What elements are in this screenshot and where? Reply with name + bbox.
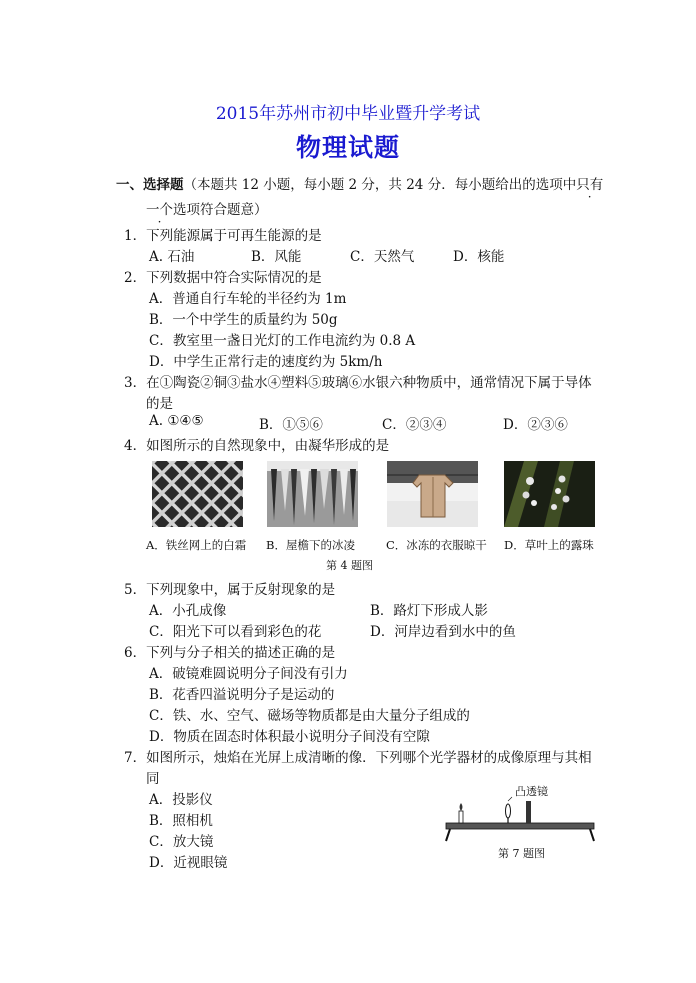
question-stem: 5．下列现象中，属于反射现象的是: [124, 582, 336, 598]
option: C．阳光下可以看到彩色的花: [149, 624, 322, 640]
option: A. ①④⑤: [149, 413, 204, 429]
option: D．②③⑥: [503, 417, 568, 433]
option: B．①⑤⑥: [259, 417, 323, 433]
section-label: 一、选择题: [116, 177, 184, 193]
option: B．路灯下形成人影: [370, 603, 488, 619]
option: A．破镜难圆说明分子间没有引力: [149, 666, 348, 682]
section-instructions: （本题共 12 小题，每小题 2 分，共 24 分．每小题给出的选项中: [183, 177, 577, 193]
emphasis-text: 只有: [576, 177, 604, 193]
option: B．照相机: [149, 813, 213, 829]
option: C．天然气: [350, 249, 415, 265]
figure-caption: B．屋檐下的冰凌: [266, 538, 355, 552]
question-stem: 4．如图所示的自然现象中，由凝华形成的是: [124, 438, 390, 454]
figure-label: 第 4 题图: [326, 559, 373, 572]
option: D．核能: [453, 249, 505, 265]
subject-title: 物理试题: [295, 133, 400, 162]
frozen-clothes-photo: [387, 461, 478, 527]
option: D．物质在固态时体积最小说明分子间没有空隙: [149, 729, 430, 745]
question-stem: 3．在①陶瓷②铜③盐水④塑料⑤玻璃⑥水银六种物质中，通常情况下属于导体: [124, 375, 592, 391]
icicles-photo: [267, 461, 358, 527]
exam-title: 2015年苏州市初中毕业暨升学考试: [215, 104, 481, 124]
option: C．②③④: [382, 417, 447, 433]
emphasis-text-2: 一个: [146, 202, 173, 218]
section-header: [116, 173, 603, 193]
option: D．中学生正常行走的速度约为 5km/h: [149, 354, 383, 370]
question-stem: 1．下列能源属于可再生能源的是: [124, 228, 322, 244]
question-stem: 7．如图所示，烛焰在光屏上成清晰的像．下列哪个光学器材的成像原理与其相: [124, 750, 592, 766]
frost-wire-mesh-photo: [152, 461, 243, 527]
question-stem: 2．下列数据中符合实际情况的是: [124, 270, 322, 286]
lens-label: 凸透镜: [515, 785, 548, 798]
figure-caption: C．冰冻的衣服晾干: [386, 538, 487, 552]
section-instructions-line2: [146, 198, 268, 218]
option: B．风能: [251, 249, 302, 265]
option: A．小孔成像: [149, 603, 227, 619]
option: B．一个中学生的质量约为 50g: [149, 312, 338, 328]
option: C．放大镜: [149, 834, 214, 850]
figure-label: 第 7 题图: [498, 847, 545, 860]
option: A．投影仪: [149, 792, 213, 808]
option: C．教室里一盏日光灯的工作电流约为 0.8 A: [149, 333, 416, 349]
section-instructions-end: 选项符合题意）: [173, 202, 268, 218]
option: A. 石油: [149, 249, 195, 265]
option: D．河岸边看到水中的鱼: [370, 624, 516, 640]
option: C．铁、水、空气、磁场等物质都是由大量分子组成的: [149, 708, 470, 724]
figure-caption: A．铁丝网上的白霜: [146, 538, 247, 552]
figure-caption: D．草叶上的露珠: [504, 538, 594, 552]
dew-on-leaves-photo: [504, 461, 595, 527]
option: A．普通自行车轮的半径约为 1m: [149, 291, 347, 307]
option: B．花香四溢说明分子是运动的: [149, 687, 335, 703]
question-stem-cont: 同: [146, 771, 160, 787]
option: D．近视眼镜: [149, 855, 228, 871]
question-stem-cont: 的是: [146, 396, 173, 412]
question-stem: 6．下列与分子相关的描述正确的是: [124, 645, 336, 661]
